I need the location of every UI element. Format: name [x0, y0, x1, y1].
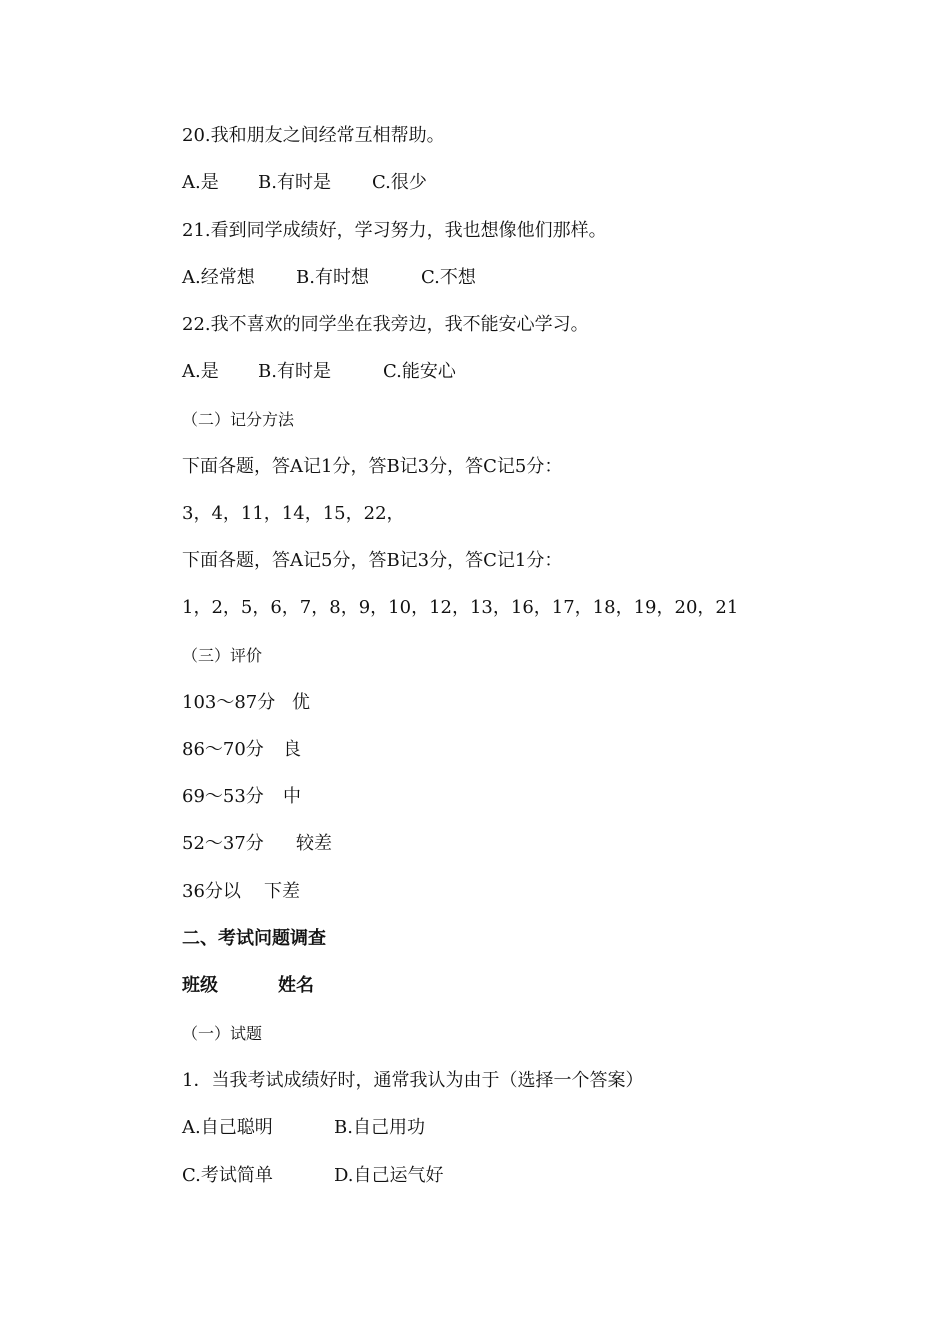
option-a: A.自己聪明 [182, 1117, 273, 1138]
question-1-options-row-1 [182, 1116, 425, 1140]
evaluation-level [182, 880, 300, 904]
evaluation-heading: （三）评价 [182, 646, 263, 665]
evaluation-level [182, 691, 310, 715]
option-b: B.自己用功 [334, 1117, 425, 1138]
scoring-rule-1: 下面各题，答A记1分，答B记3分，答C记5分： [182, 456, 563, 477]
option-b: B.有时是 [258, 361, 331, 382]
question-21: 21.看到同学成绩好，学习努力，我也想像他们那样。 [182, 220, 607, 241]
option-a: A.是 [182, 361, 219, 382]
option-b: B.有时想 [296, 267, 369, 288]
option-c: C.不想 [421, 267, 476, 288]
option-c: C.考试简单 [182, 1165, 273, 1186]
option-a: A.是 [182, 172, 219, 193]
question-22: 22.我不喜欢的同学坐在我旁边，我不能安心学习。 [182, 314, 589, 335]
option-a: A.经常想 [182, 267, 255, 288]
score-range: 86～70分 [182, 739, 264, 760]
class-label: 班级 [182, 975, 218, 996]
grade: 良 [283, 739, 301, 760]
question-21-options [182, 266, 476, 290]
name-label: 姓名 [278, 975, 314, 996]
evaluation-level [182, 738, 301, 762]
sub-heading: （一）试题 [182, 1024, 263, 1043]
class-name-row [182, 974, 314, 998]
evaluation-level [182, 832, 332, 856]
scoring-rule-2: 下面各题，答A记5分，答B记3分，答C记1分： [182, 550, 563, 571]
question-1-options-row-2 [182, 1164, 444, 1188]
score-range: 103～87分 [182, 692, 276, 713]
score-range: 36分以 [182, 881, 241, 902]
grade: 较差 [296, 833, 332, 854]
scoring-items-1: 3，4，11，14，15，22， [182, 503, 405, 524]
grade: 中 [283, 786, 301, 807]
question-20: 20.我和朋友之间经常互相帮助。 [182, 125, 445, 146]
scoring-items-2: 1，2，5，6，7，8，9，10，12，13，16，17，18，19，20，21 [182, 597, 739, 618]
score-range: 52～37分 [182, 833, 264, 854]
question-20-options [182, 171, 427, 195]
option-d: D.自己运气好 [334, 1165, 444, 1186]
scoring-heading: （二）记分方法 [182, 410, 295, 429]
section-title: 二、考试问题调查 [182, 928, 326, 949]
option-c: C.能安心 [383, 361, 456, 382]
option-b: B.有时是 [258, 172, 331, 193]
evaluation-level [182, 785, 301, 809]
score-range: 69～53分 [182, 786, 264, 807]
grade: 优 [292, 692, 310, 713]
option-c: C.很少 [372, 172, 427, 193]
question-1: 1．当我考试成绩好时，通常我认为由于（选择一个答案） [182, 1070, 644, 1091]
question-22-options [182, 360, 456, 384]
grade: 下差 [264, 881, 300, 902]
